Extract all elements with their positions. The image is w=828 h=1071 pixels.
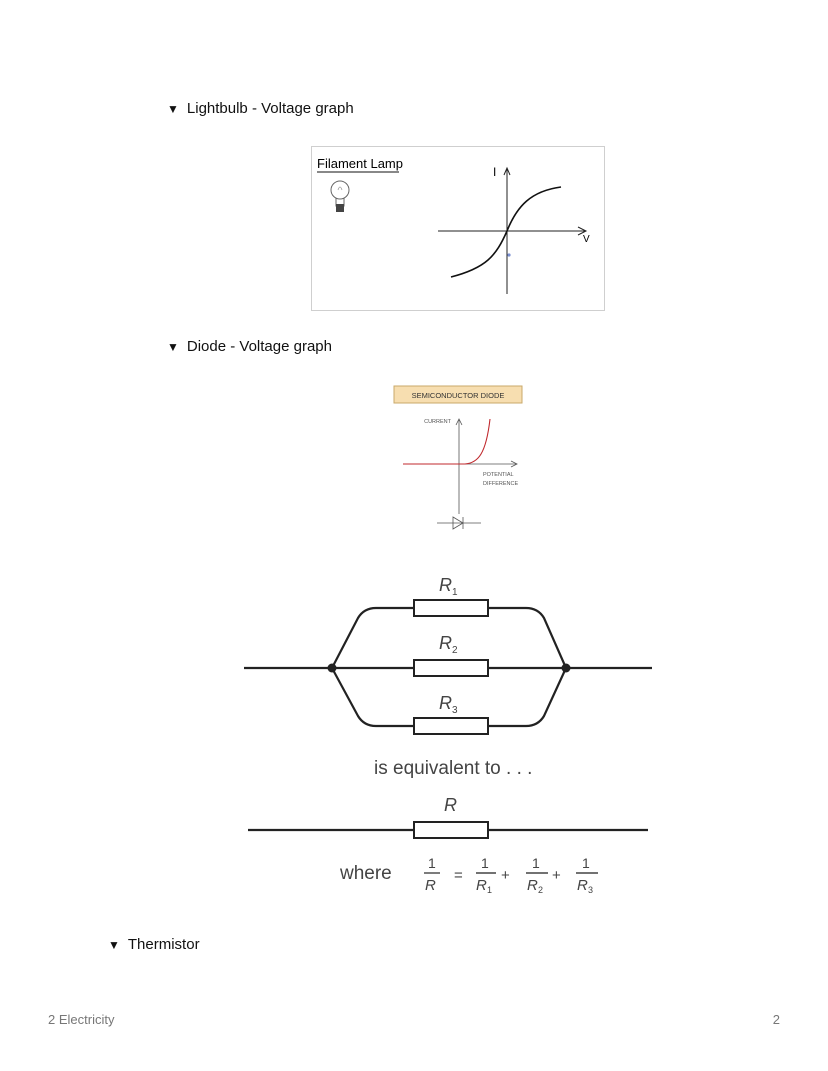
footer-page-number: 2 xyxy=(772,1012,780,1027)
frac-den-2-sub: 2 xyxy=(538,885,544,895)
toggle-diode-voltage-graph[interactable] xyxy=(167,338,332,356)
junction-left xyxy=(328,664,337,673)
plus-sign-2: + xyxy=(552,867,561,884)
parallel-formula xyxy=(339,855,598,895)
resistor-r3 xyxy=(414,718,488,734)
toggle-label: Diode - Voltage graph xyxy=(186,338,332,355)
r3-subscript: 3 xyxy=(452,705,458,716)
r2-label: R xyxy=(439,633,452,653)
r-label: R xyxy=(444,795,457,815)
r3-label: R xyxy=(439,693,452,713)
triangle-down-icon: ▼ xyxy=(167,340,179,354)
resistors xyxy=(414,600,488,734)
equivalent-text: is equivalent to . . . xyxy=(374,758,533,779)
toggle-lightbulb-voltage-graph[interactable] xyxy=(167,100,354,118)
frac-den-3: R xyxy=(577,877,588,894)
frac-den-2: R xyxy=(527,877,538,894)
equals-sign: = xyxy=(454,867,463,884)
diode-symbol-icon xyxy=(437,517,481,529)
footer-page-title: 2 Electricity xyxy=(48,1012,115,1027)
frac-num-1: 1 xyxy=(481,855,489,871)
x-axis-label: V xyxy=(583,234,590,245)
r2-subscript: 2 xyxy=(452,645,458,656)
toggle-thermistor[interactable] xyxy=(108,936,200,954)
frac-den-0: R xyxy=(425,877,436,894)
r1-label: R xyxy=(439,575,452,595)
resistor-r xyxy=(414,822,488,838)
figure-border xyxy=(312,147,605,311)
junction-right xyxy=(562,664,571,673)
toggle-label: Thermistor xyxy=(127,936,200,953)
x-axis-label-2: DIFFERENCE xyxy=(483,481,519,487)
resistor-r2 xyxy=(414,660,488,676)
marker-dot xyxy=(507,253,510,256)
r1-subscript: 1 xyxy=(452,587,458,598)
frac-den-1-sub: 1 xyxy=(487,885,493,895)
triangle-down-icon: ▼ xyxy=(108,938,120,952)
frac-num-3: 1 xyxy=(582,855,590,871)
diode-title: SEMICONDUCTOR DIODE xyxy=(411,391,505,400)
filament-lamp-graph xyxy=(311,146,605,311)
frac-den-1: R xyxy=(476,877,487,894)
plus-sign-1: + xyxy=(501,867,510,884)
iv-curve xyxy=(403,419,490,464)
frac-num-2: 1 xyxy=(532,855,540,871)
triangle-down-icon: ▼ xyxy=(167,102,179,116)
frac-den-3-sub: 3 xyxy=(588,885,594,895)
frac-num-0: 1 xyxy=(428,855,436,871)
parallel-resistors-figure xyxy=(236,566,660,906)
y-axis-label: I xyxy=(493,165,497,179)
toggle-label: Lightbulb - Voltage graph xyxy=(186,100,354,117)
where-text: where xyxy=(340,863,392,884)
x-axis-label-1: POTENTIAL xyxy=(483,472,514,478)
lamp-title: Filament Lamp xyxy=(317,156,403,171)
diode-graph xyxy=(393,384,533,544)
y-axis-label: CURRENT xyxy=(424,419,451,425)
resistor-r1 xyxy=(414,600,488,616)
